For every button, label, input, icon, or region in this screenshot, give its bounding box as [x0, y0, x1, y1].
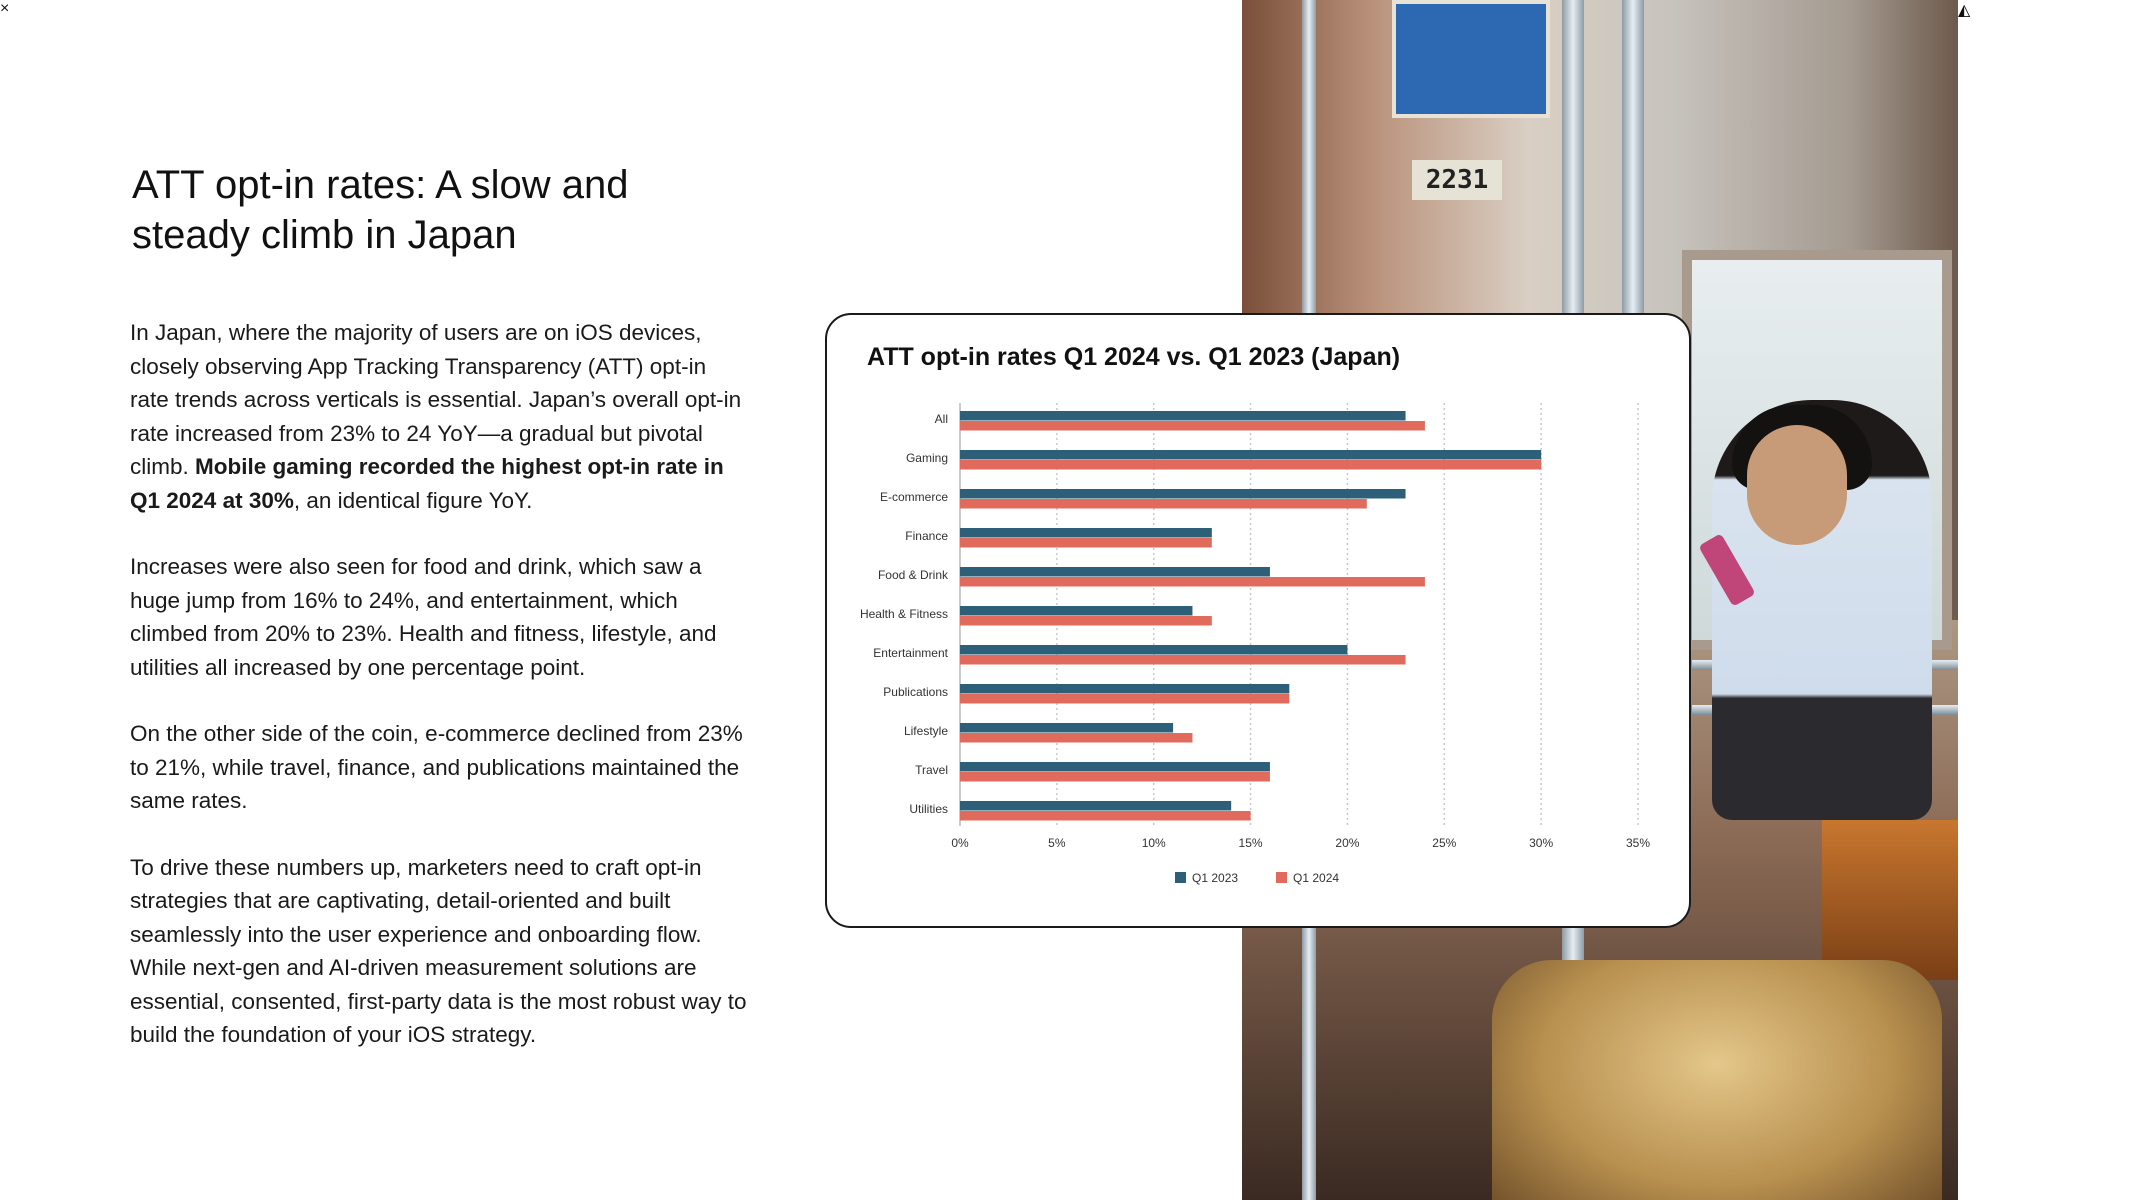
legend-swatch — [1276, 872, 1287, 883]
paragraph-declines: On the other side of the coin, e-commerce declined from 23% to 21%, while travel, finance, and publications maintained the same rates. — [130, 721, 743, 813]
category-label: Finance — [905, 529, 948, 543]
chart-card — [825, 313, 1691, 928]
category-label: Lifestyle — [903, 724, 948, 738]
bar-q1-2024 — [960, 772, 1270, 782]
photo-poster — [1392, 0, 1550, 118]
category-label: Travel — [915, 763, 948, 777]
page-title-line-2: steady climb in Japan — [132, 213, 517, 257]
legend-label: Q1 2023 — [1192, 871, 1239, 885]
category-label: Health & Fitness — [859, 607, 948, 621]
bar-q1-2023 — [960, 606, 1192, 616]
bar-chart — [827, 315, 1689, 926]
bar-q1-2023 — [960, 450, 1541, 460]
photo-seat — [1492, 960, 1942, 1200]
bar-q1-2024 — [960, 616, 1212, 626]
chart-title: ATT opt-in rates Q1 2024 vs. Q1 2023 (Japan) — [867, 343, 1401, 371]
x-tick-label: 15% — [1238, 836, 1263, 850]
page-title-line-1: ATT opt-in rates: A slow and — [132, 163, 629, 207]
bar-q1-2023 — [960, 645, 1347, 655]
paragraph-intro: In Japan, where the majority of users are on iOS devices, closely observing App Tracking Transparency (ATT) opt-in rate trends across verticals is essential. Japan’s overall opt-in rate increased from 23% to 24 YoY—a gradual but pivotal climb. Mobile gaming recorded the highest opt-in rate in Q1 2024 at 30%, an identical figure YoY. — [130, 320, 742, 513]
category-label: Food & Drink — [877, 568, 948, 582]
car-number-sign: 2231 — [1412, 160, 1502, 200]
page-title — [132, 160, 772, 260]
bar-q1-2024 — [960, 811, 1251, 821]
x-tick-label: 20% — [1335, 836, 1360, 850]
legend-swatch — [1175, 872, 1186, 883]
bar-q1-2023 — [960, 528, 1212, 538]
bar-q1-2024 — [960, 538, 1212, 548]
category-label: Publications — [883, 685, 948, 699]
x-tick-label: 30% — [1529, 836, 1554, 850]
bar-q1-2024 — [960, 655, 1406, 665]
brand-logo-icon: ◭ — [1958, 0, 2133, 1200]
highlight-gaming: Mobile gaming recorded the highest opt-in rate in Q1 2024 at 30% — [130, 454, 724, 513]
legend-label: Q1 2024 — [1293, 871, 1340, 885]
category-label: All — [934, 412, 948, 426]
category-label: Gaming — [905, 451, 948, 465]
photo-bench — [1822, 820, 1958, 980]
bar-q1-2024 — [960, 460, 1541, 470]
photo-face — [1747, 425, 1847, 545]
x-tick-label: 0% — [951, 836, 969, 850]
bar-q1-2023 — [960, 489, 1406, 499]
bar-q1-2023 — [960, 762, 1270, 772]
brand-separator: × — [0, 0, 10, 17]
page-number: 6 — [2072, 1118, 2083, 1138]
body-text — [130, 316, 750, 1085]
bar-q1-2024 — [960, 733, 1192, 743]
x-tick-label: 35% — [1625, 836, 1651, 850]
bar-q1-2024 — [960, 421, 1425, 431]
bar-q1-2023 — [960, 411, 1406, 421]
x-tick-label: 25% — [1432, 836, 1457, 850]
bar-q1-2023 — [960, 723, 1173, 733]
paragraph-recommendation: To drive these numbers up, marketers need to craft opt-in strategies that are captivating, detail-oriented and built seamlessly into the user experience and onboarding flow. While next-gen and AI-driven measurement solutions are essential, consented, first-party data is the most robust way to build the foundation of your iOS strategy. — [130, 854, 747, 1047]
report-title: Mobile app trends 2024: Japan edition — [2054, 228, 2075, 573]
category-label: E-commerce — [879, 490, 948, 504]
bar-q1-2023 — [960, 684, 1289, 694]
category-label: Utilities — [909, 802, 948, 816]
bar-q1-2024 — [960, 694, 1289, 704]
bar-q1-2024 — [960, 499, 1367, 509]
bar-q1-2023 — [960, 567, 1270, 577]
bar-q1-2023 — [960, 801, 1231, 811]
x-tick-label: 10% — [1141, 836, 1166, 850]
category-label: Entertainment — [873, 646, 948, 660]
paragraph-increases: Increases were also seen for food and drink, which saw a huge jump from 16% to 24%, and entertainment, which climbed from 20% to 23%. Health and fitness, lifestyle, and utilities all increased by one percentage point. — [130, 554, 717, 680]
bar-q1-2024 — [960, 577, 1425, 587]
x-tick-label: 5% — [1048, 836, 1066, 850]
